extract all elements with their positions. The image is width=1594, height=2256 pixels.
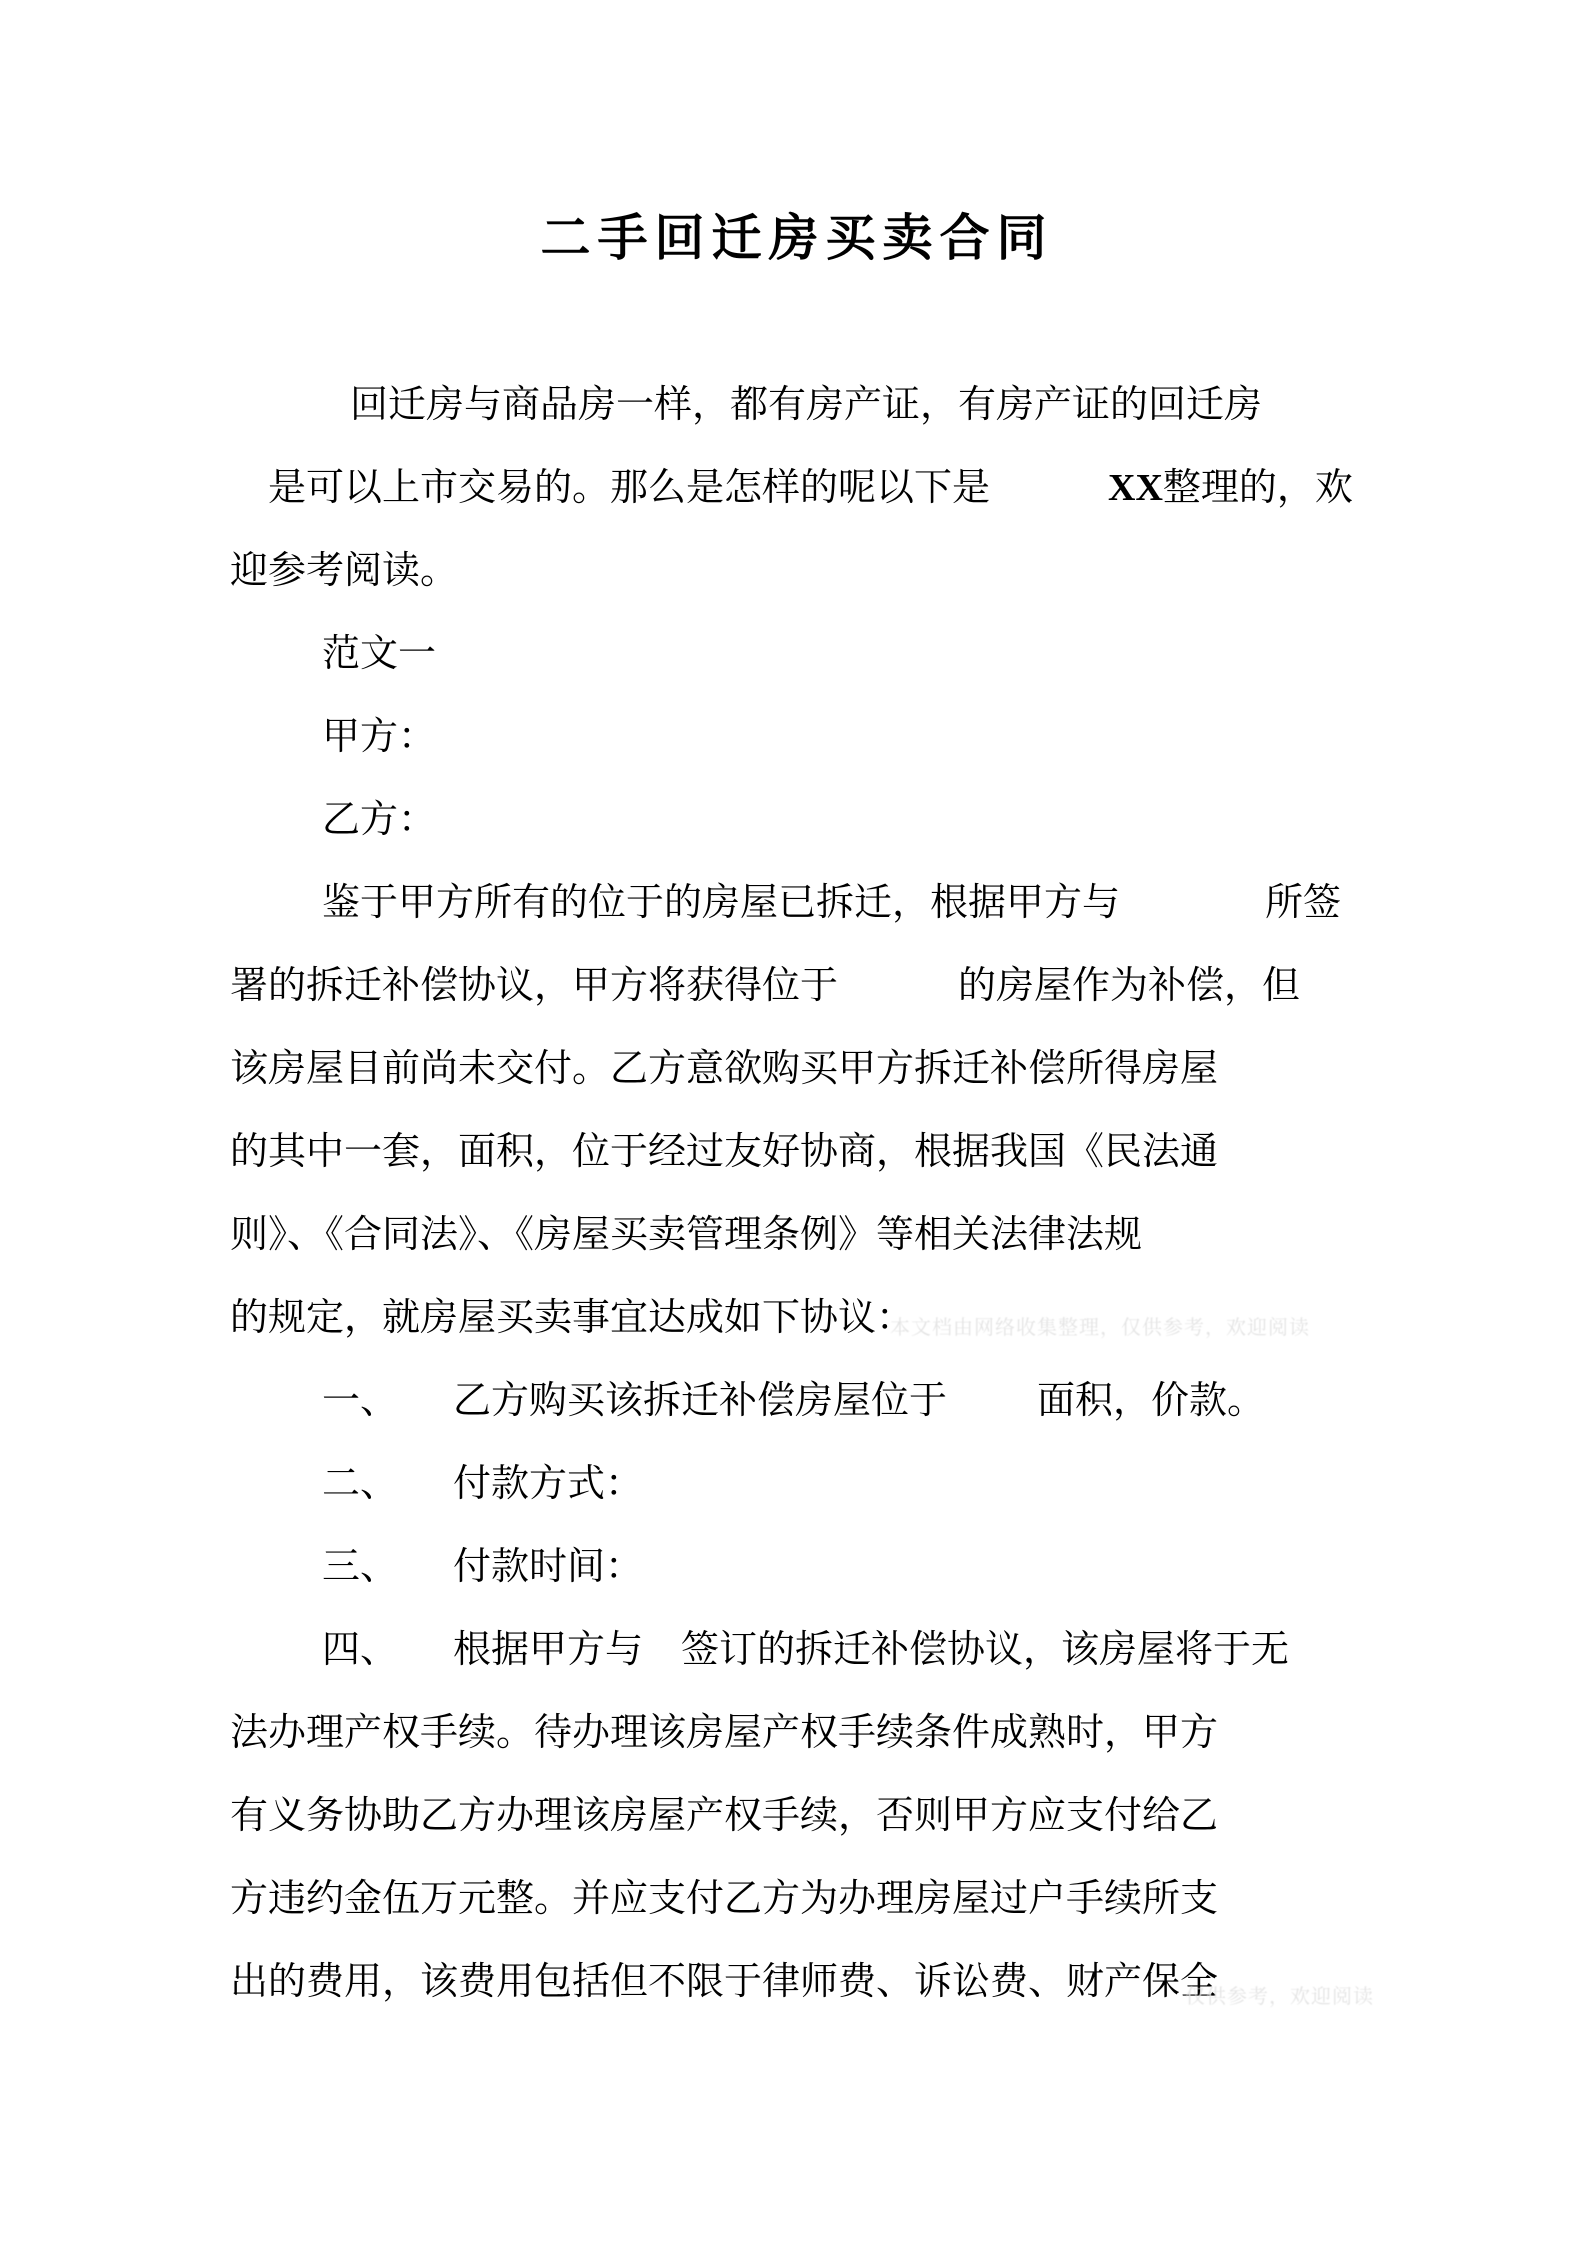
text-line [322,613,1594,696]
text-line [268,447,1594,530]
document-title: 二手回迁房买卖合同 [540,209,1054,267]
text-line [230,1111,1594,1194]
text-segment: 甲方： [322,716,437,758]
text-segment: 的房屋作为补偿，但 [958,965,1301,1007]
inline-blank-gap [398,1495,453,1496]
document-body [0,364,1594,2024]
text-line [322,779,1594,862]
inline-blank-gap [398,1578,453,1579]
text-segment: XX [1108,467,1163,509]
text-line [322,1443,1594,1526]
text-line [230,1775,1594,1858]
text-segment: 签订的拆迁补偿协议，该房屋将于无 [681,1629,1290,1671]
text-segment: 该房屋目前尚未交付。乙方意欲购买甲方拆迁补偿所得房屋 [230,1048,1219,1090]
text-line [230,1028,1594,1111]
text-segment: 署的拆迁补偿协议，甲方将获得位于 [230,965,839,1007]
text-segment: 一、 [322,1380,399,1422]
text-segment: 面积，价款。 [1037,1380,1266,1422]
inline-blank-gap [990,499,1108,500]
text-segment: 整理的，欢 [1162,467,1353,509]
text-line [350,364,1594,447]
text-line [230,1941,1594,2024]
text-segment: 二、 [322,1463,399,1505]
inline-blank-gap [838,997,958,998]
text-segment: 出的费用，该费用包括但不限于律师费、诉讼费、财产保全 [230,1961,1219,2003]
text-segment: 付款时间： [453,1546,644,1588]
text-line [322,1526,1594,1609]
text-segment: 鉴于甲方所有的位于的房屋已拆迁，根据甲方与 [322,882,1121,924]
text-segment: 回迁房与商品房一样，都有房产证，有房产证的回迁房 [350,384,1263,426]
text-segment: 是可以上市交易的。那么是怎样的呢以下是 [268,467,991,509]
text-segment: 则》、《合同法》、《房屋买卖管理条例》等相关法律法规 [230,1214,1143,1256]
text-line [230,945,1594,1028]
text-segment: 乙方购买该拆迁补偿房屋位于 [453,1380,948,1422]
text-segment: 方违约金伍万元整。并应支付乙方为办理房屋过户手续所支 [230,1878,1219,1920]
text-segment: 法办理产权手续。待办理该房屋产权手续条件成熟时，甲方 [230,1712,1219,1754]
text-line [230,1858,1594,1941]
inline-blank-gap [398,1412,453,1413]
text-segment: 根据甲方与 [453,1629,644,1671]
inline-blank-gap [643,1661,681,1662]
watermark-text: 仅供参考，欢迎阅读 [1185,1986,1374,2008]
inline-blank-gap [398,1661,453,1662]
text-segment: 四、 [322,1629,399,1671]
text-segment: 所签 [1265,882,1342,924]
watermark-text: 本文档由网络收集整理，仅供参考，欢迎阅读 [890,1317,1310,1339]
text-segment: 迎参考阅读。 [230,550,459,592]
text-segment: 的规定，就房屋买卖事宜达成如下协议： [230,1297,915,1339]
text-line [322,696,1594,779]
text-segment: 三、 [322,1546,399,1588]
text-line [230,1194,1594,1277]
inline-blank-gap [947,1412,1037,1413]
text-segment: 的其中一套，面积，位于经过友好协商，根据我国《民法通 [230,1131,1219,1173]
text-segment: 乙方： [322,799,437,841]
inline-blank-gap [1120,914,1265,915]
text-line [322,1360,1594,1443]
text-line [230,530,1594,613]
text-line [322,862,1594,945]
text-segment: 范文一 [322,633,437,675]
text-line [230,1692,1594,1775]
text-line [322,1609,1594,1692]
text-segment: 有义务协助乙方办理该房屋产权手续，否则甲方应支付给乙 [230,1795,1219,1837]
text-segment: 付款方式： [453,1463,644,1505]
